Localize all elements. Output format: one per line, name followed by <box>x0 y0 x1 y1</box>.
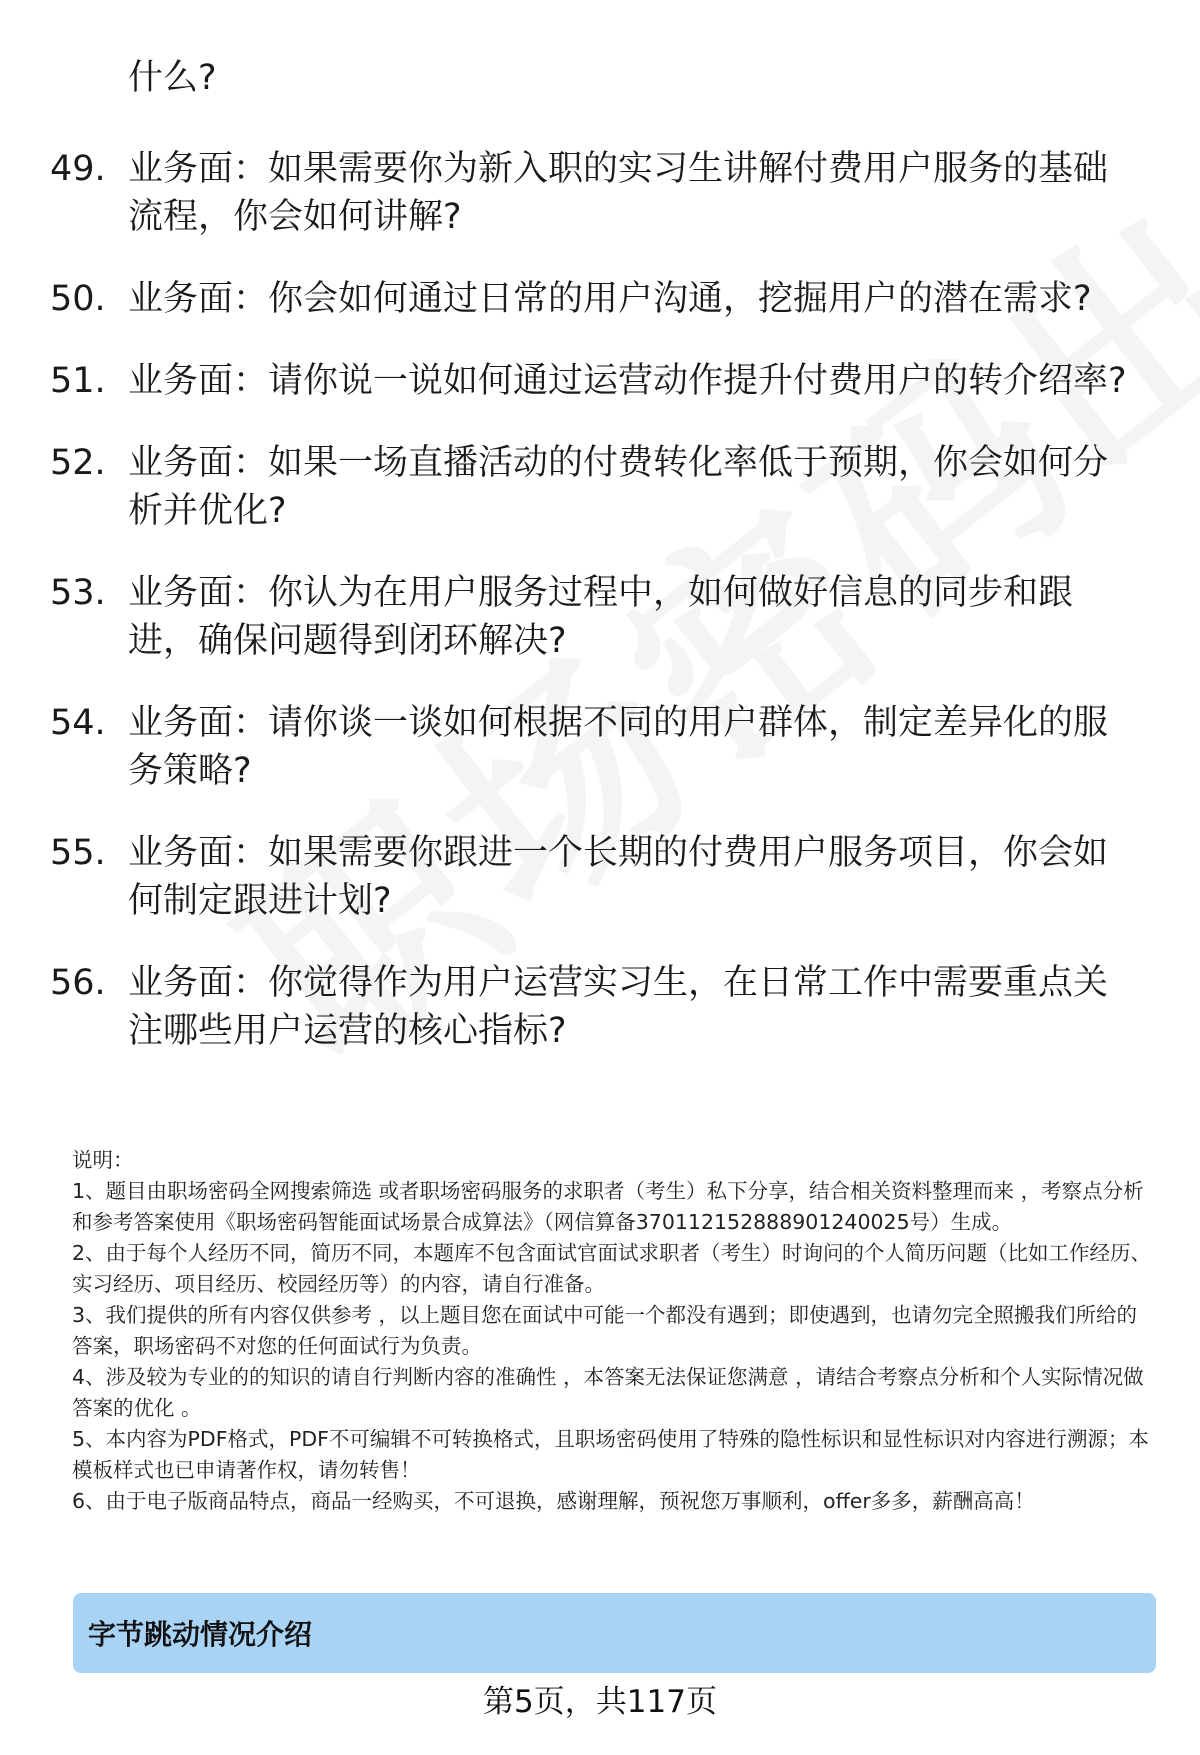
question-number: 50. <box>50 279 106 319</box>
question-text: 业务面：如果一场直播活动的付费转化率低于预期，你会如何分析并优化? <box>128 443 1109 531</box>
section-header-bar <box>73 1593 1156 1673</box>
question-item <box>50 569 1150 665</box>
note-item: 3、我们提供的所有内容仅供参考 ，以上题目您在面试中可能一个都没有遇到；即使遇到，也请勿完全照搬我们所给的答案，职场密码不对您的任何面试行为负责。 <box>72 1303 1138 1358</box>
question-number: 52. <box>50 443 106 483</box>
note-item: 2、由于每个人经历不同，简历不同，本题库不包含面试官面试求职者（考生）时询问的个人简历问题（比如工作经历、实习经历、项目经历、校园经历等）的内容，请自行准备。 <box>72 1241 1152 1296</box>
question-item <box>50 829 1150 925</box>
question-text: 业务面：你觉得作为用户运营实习生，在日常工作中需要重点关注哪些用户运营的核心指标? <box>128 963 1109 1051</box>
question-number: 54. <box>50 703 106 743</box>
question-item <box>50 439 1150 535</box>
question-text: 业务面：如果需要你为新入职的实习生讲解付费用户服务的基础流程，你会如何讲解? <box>128 149 1109 237</box>
question-number: 55. <box>50 833 106 873</box>
question-number: 51. <box>50 361 106 401</box>
question-number: 53. <box>50 573 106 613</box>
section-title: 字节跳动情况介绍 <box>88 1618 313 1651</box>
note-item: 5、本内容为PDF格式，PDF不可编辑不可转换格式，且职场密码使用了特殊的隐性标识和显性标识对内容进行溯源；本模板样式也已申请著作权，请勿转售！ <box>72 1427 1149 1482</box>
question-item <box>50 699 1150 795</box>
question-item <box>50 145 1150 241</box>
question-text: 业务面：你认为在用户服务过程中，如何做好信息的同步和跟进，确保问题得到闭环解决? <box>128 573 1074 661</box>
question-text: 业务面：如果需要你跟进一个长期的付费用户服务项目，你会如何制定跟进计划? <box>128 833 1109 921</box>
question-text: 业务面：请你说一说如何通过运营动作提升付费用户的转介绍率? <box>128 361 1127 401</box>
question-text: 业务面：请你谈一谈如何根据不同的用户群体，制定差异化的服务策略? <box>128 703 1109 791</box>
continued-question-text: 什么? <box>128 58 217 98</box>
question-item <box>50 275 1150 323</box>
page-number: 第5页，共117页 <box>483 1684 717 1720</box>
note-item: 1、题目由职场密码全网搜索筛选 或者职场密码服务的求职者（考生）私下分享，结合相关资料整理而来 ，考察点分析和参考答案使用《职场密码智能面试场景合成算法》（网信算备370112152888901240025号）生成。 <box>72 1179 1144 1234</box>
question-number: 49. <box>50 149 106 189</box>
notes-section <box>72 1145 1157 1517</box>
question-list <box>50 145 1150 1089</box>
question-text: 业务面：你会如何通过日常的用户沟通，挖掘用户的潜在需求? <box>128 279 1092 319</box>
note-item: 4、涉及较为专业的的知识的请自行判断内容的准确性 ，本答案无法保证您满意 ，请结合考察点分析和个人实际情况做答案的优化 。 <box>72 1365 1144 1420</box>
question-item <box>50 357 1150 405</box>
question-number: 56. <box>50 963 106 1003</box>
notes-title: 说明： <box>72 1148 134 1172</box>
note-item: 6、由于电子版商品特点，商品一经购买，不可退换，感谢理解，预祝您万事顺利，offer多多，薪酬高高！ <box>72 1489 1035 1513</box>
question-item <box>50 959 1150 1055</box>
